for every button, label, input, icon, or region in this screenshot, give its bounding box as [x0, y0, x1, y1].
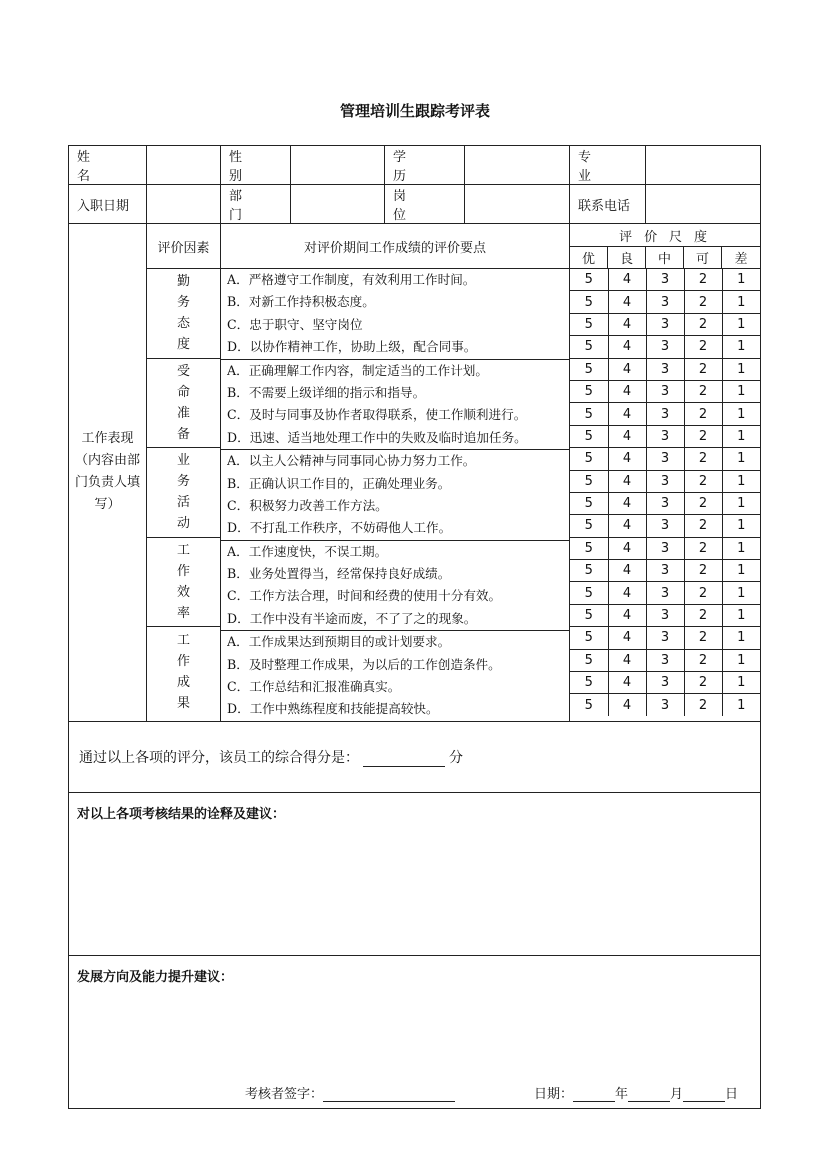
total-score-field[interactable]: [363, 752, 445, 767]
score-option[interactable]: 5: [570, 403, 608, 425]
criterion: B．对新工作持积极态度。: [227, 294, 375, 310]
criterion: B．不需要上级详细的指示和指导。: [227, 384, 426, 400]
score-option[interactable]: 3: [646, 291, 684, 313]
factor-header: 评价因素: [147, 224, 221, 269]
factor-name: [147, 537, 220, 627]
score-option[interactable]: 5: [570, 582, 608, 604]
year-label: 年: [615, 1086, 629, 1102]
criterion: C．忠于职守、坚守岗位: [227, 316, 363, 332]
major-label: 专 业: [570, 146, 646, 185]
score-option[interactable]: 4: [608, 358, 646, 380]
name-label: 姓 名: [69, 146, 147, 185]
score-row: [570, 492, 760, 514]
score-option[interactable]: 4: [608, 649, 646, 671]
factor-name: [147, 358, 220, 448]
score-option[interactable]: 3: [646, 448, 684, 470]
score-option[interactable]: 1: [722, 470, 760, 492]
score-option[interactable]: 3: [646, 336, 684, 358]
score-option[interactable]: 3: [646, 515, 684, 537]
criterion: B．正确认识工作目的，正确处理业务。: [227, 475, 451, 491]
criterion: A．工作成果达到预期目的或计划要求。: [227, 634, 451, 650]
major-field[interactable]: [646, 146, 761, 185]
department-field[interactable]: [291, 185, 385, 224]
date-label: 日期：: [534, 1086, 574, 1102]
score-option[interactable]: 2: [684, 358, 722, 380]
criterion: C．及时与同事及协作者取得联系，使工作顺利进行。: [227, 407, 527, 423]
score-option[interactable]: 5: [570, 269, 608, 291]
score-option[interactable]: 1: [722, 358, 760, 380]
gender-field[interactable]: [291, 146, 385, 185]
score-option[interactable]: 5: [570, 313, 608, 335]
criterion: B．及时整理工作成果，为以后的工作创造条件。: [227, 656, 501, 672]
score-row: [570, 380, 760, 402]
score-option[interactable]: 1: [722, 403, 760, 425]
score-option[interactable]: 5: [570, 515, 608, 537]
score-option[interactable]: 1: [722, 291, 760, 313]
score-option[interactable]: 2: [684, 425, 722, 447]
score-option[interactable]: 1: [722, 627, 760, 649]
criterion: A．严格遵守工作制度，有效利用工作时间。: [227, 272, 476, 287]
summary-unit: 分: [449, 749, 463, 766]
criterion: D．工作中熟练程度和技能提高较快。: [227, 701, 439, 717]
score-option[interactable]: 4: [608, 492, 646, 514]
score-option[interactable]: 1: [722, 515, 760, 537]
criteria-group: [221, 631, 569, 721]
section-label: 工作表现（内容由部门负责人填写）: [69, 224, 147, 722]
comments-heading: 对以上各项考核结果的诠释及建议：: [77, 806, 286, 822]
score-row: [570, 313, 760, 335]
score-option[interactable]: 1: [722, 336, 760, 358]
entry-date-field[interactable]: [147, 185, 221, 224]
score-row: [570, 560, 760, 582]
date-block: [534, 1083, 738, 1102]
points-header: 对评价期间工作成绩的评价要点: [221, 224, 570, 269]
score-option[interactable]: 5: [570, 380, 608, 402]
score-option[interactable]: 5: [570, 470, 608, 492]
score-option[interactable]: 4: [608, 470, 646, 492]
evaluation-form: [68, 145, 761, 1109]
score-option[interactable]: 1: [722, 269, 760, 291]
score-option[interactable]: 1: [722, 448, 760, 470]
score-option[interactable]: 2: [684, 649, 722, 671]
scale-level: 良: [608, 247, 646, 269]
factor-name: [147, 627, 220, 716]
score-row: [570, 582, 760, 604]
score-option[interactable]: 2: [684, 336, 722, 358]
score-option[interactable]: 1: [722, 537, 760, 559]
score-option[interactable]: 3: [646, 627, 684, 649]
score-option[interactable]: 3: [646, 470, 684, 492]
criterion: A．工作速度快，不误工期。: [227, 543, 388, 559]
score-option[interactable]: 4: [608, 313, 646, 335]
criterion: A．以主人公精神与同事同心协力努力工作。: [227, 453, 476, 469]
score-option[interactable]: 2: [684, 269, 722, 291]
score-option[interactable]: 3: [646, 560, 684, 582]
month-label: 月: [670, 1086, 684, 1102]
score-row: [570, 694, 760, 716]
score-option[interactable]: 2: [684, 313, 722, 335]
score-option[interactable]: 5: [570, 604, 608, 626]
entry-date-label: 入职日期: [69, 185, 147, 224]
criteria-group: [221, 450, 569, 541]
score-option[interactable]: 4: [608, 269, 646, 291]
score-option[interactable]: 2: [684, 582, 722, 604]
score-option[interactable]: 1: [722, 582, 760, 604]
day-label: 日: [725, 1086, 739, 1102]
name-field[interactable]: [147, 146, 221, 185]
score-option[interactable]: 3: [646, 537, 684, 559]
score-option[interactable]: 5: [570, 336, 608, 358]
position-label: 岗 位: [385, 185, 465, 224]
signature-field[interactable]: [323, 1088, 455, 1102]
score-row: [570, 336, 760, 358]
score-option[interactable]: 3: [646, 269, 684, 291]
score-option[interactable]: 4: [608, 336, 646, 358]
score-option[interactable]: 5: [570, 560, 608, 582]
department-label: 部 门: [221, 185, 291, 224]
education-field[interactable]: [465, 146, 570, 185]
score-option[interactable]: 3: [646, 358, 684, 380]
score-option[interactable]: 2: [684, 627, 722, 649]
score-option[interactable]: 4: [608, 672, 646, 694]
day-field[interactable]: [683, 1088, 725, 1102]
criterion: D．迅速、适当地处理工作中的失败及临时追加任务。: [227, 429, 527, 445]
criterion: A．正确理解工作内容，制定适当的工作计划。: [227, 362, 488, 378]
score-option[interactable]: 4: [608, 604, 646, 626]
score-option[interactable]: 4: [608, 627, 646, 649]
score-option[interactable]: 4: [608, 582, 646, 604]
criteria-group: [221, 540, 569, 631]
score-option[interactable]: 1: [722, 560, 760, 582]
score-row: [570, 425, 760, 447]
score-column: [570, 269, 761, 722]
education-label: 学 历: [385, 146, 465, 185]
criterion: D．以协作精神工作，协助上级，配合同事。: [227, 339, 477, 355]
scale-level: 差: [722, 247, 761, 269]
score-option[interactable]: 4: [608, 425, 646, 447]
scale-level: 可: [684, 247, 722, 269]
signer-block: [245, 1083, 455, 1102]
month-field[interactable]: [628, 1088, 670, 1102]
score-option[interactable]: 4: [608, 380, 646, 402]
score-option[interactable]: 2: [684, 492, 722, 514]
score-option[interactable]: 1: [722, 313, 760, 335]
criteria-column: [221, 269, 570, 722]
score-option[interactable]: 4: [608, 560, 646, 582]
criterion: C．积极努力改善工作方法。: [227, 497, 388, 513]
gender-label: 性 别: [221, 146, 291, 185]
score-option[interactable]: 5: [570, 537, 608, 559]
criteria-group: [221, 269, 569, 359]
factor-label: 受命准备: [176, 363, 205, 442]
score-row: [570, 470, 760, 492]
score-row: [570, 649, 760, 671]
score-option[interactable]: 2: [684, 537, 722, 559]
score-option[interactable]: 1: [722, 492, 760, 514]
factor-label: 勤务态度: [176, 274, 205, 353]
score-option[interactable]: 2: [684, 672, 722, 694]
scale-level: 优: [570, 247, 608, 269]
score-row: [570, 672, 760, 694]
score-option[interactable]: 2: [684, 515, 722, 537]
factor-column: [147, 269, 221, 722]
criterion: C．工作方法合理，时间和经费的使用十分有效。: [227, 588, 502, 604]
summary-text: 通过以上各项的评分，该员工的综合得分是：: [79, 749, 359, 766]
factor-label: 工作成果: [176, 632, 205, 711]
score-option[interactable]: 1: [722, 380, 760, 402]
score-option[interactable]: 2: [684, 604, 722, 626]
score-option[interactable]: 4: [608, 515, 646, 537]
phone-field[interactable]: [646, 185, 761, 224]
score-option[interactable]: 1: [722, 425, 760, 447]
criteria-group: [221, 359, 569, 450]
score-option[interactable]: 3: [646, 492, 684, 514]
score-option[interactable]: 2: [684, 694, 722, 716]
score-option[interactable]: 4: [608, 403, 646, 425]
score-row: [570, 448, 760, 470]
score-option[interactable]: 3: [646, 313, 684, 335]
score-option[interactable]: 3: [646, 582, 684, 604]
score-option[interactable]: 3: [646, 604, 684, 626]
score-option[interactable]: 1: [722, 672, 760, 694]
score-option[interactable]: 3: [646, 403, 684, 425]
score-row: [570, 627, 760, 649]
factor-label: 业务活动: [176, 453, 205, 532]
score-option[interactable]: 2: [684, 470, 722, 492]
score-row: [570, 604, 760, 626]
score-option[interactable]: 3: [646, 380, 684, 402]
score-option[interactable]: 5: [584, 697, 593, 713]
score-option[interactable]: 3: [646, 694, 684, 716]
criterion: B．业务处置得当，经常保持良好成绩。: [227, 566, 451, 582]
score-option[interactable]: 3: [646, 649, 684, 671]
score-option[interactable]: 5: [570, 649, 608, 671]
score-row: [570, 537, 760, 559]
score-option[interactable]: 2: [684, 291, 722, 313]
score-option[interactable]: 5: [570, 425, 608, 447]
score-row: [570, 291, 760, 313]
score-row: [570, 515, 760, 537]
development-heading: 发展方向及能力提升建议：: [77, 969, 234, 985]
factor-name: [147, 448, 220, 538]
score-option[interactable]: 1: [722, 694, 760, 716]
score-row: [570, 358, 760, 380]
year-field[interactable]: [573, 1088, 615, 1102]
score-option[interactable]: 4: [608, 291, 646, 313]
criterion: D．不打乱工作秩序，不妨碍他人工作。: [227, 520, 452, 536]
score-option[interactable]: 5: [570, 627, 608, 649]
factor-label: 工作效率: [176, 543, 205, 622]
score-option[interactable]: 1: [722, 604, 760, 626]
score-option[interactable]: 5: [570, 291, 608, 313]
summary-row: [69, 721, 761, 792]
score-row: [570, 269, 760, 291]
score-option[interactable]: 5: [570, 448, 608, 470]
score-option[interactable]: 2: [684, 560, 722, 582]
score-option[interactable]: 5: [570, 492, 608, 514]
score-option[interactable]: 2: [684, 403, 722, 425]
factor-name: [147, 269, 220, 358]
criterion: D．工作中没有半途而废，不了了之的现象。: [227, 610, 477, 626]
score-option[interactable]: 5: [570, 672, 608, 694]
score-option[interactable]: 2: [684, 448, 722, 470]
development-section[interactable]: [69, 955, 761, 1108]
position-field[interactable]: [465, 185, 570, 224]
scale-level: 中: [646, 247, 684, 269]
score-row: [570, 403, 760, 425]
score-option[interactable]: 5: [570, 358, 608, 380]
signer-label: 考核者签字：: [245, 1086, 324, 1102]
score-option[interactable]: 3: [646, 672, 684, 694]
scale-header: 评 价 尺 度: [570, 224, 761, 247]
score-option[interactable]: 3: [646, 425, 684, 447]
criterion: C．工作总结和汇报准确真实。: [227, 679, 401, 695]
score-option[interactable]: 4: [608, 694, 646, 716]
phone-label: 联系电话: [570, 185, 646, 224]
score-option[interactable]: 2: [684, 380, 722, 402]
score-option[interactable]: 1: [722, 649, 760, 671]
form-title: 管理培训生跟踪考评表: [339, 102, 490, 120]
comments-section[interactable]: [69, 792, 761, 955]
score-option[interactable]: 4: [608, 448, 646, 470]
score-option[interactable]: 4: [608, 537, 646, 559]
